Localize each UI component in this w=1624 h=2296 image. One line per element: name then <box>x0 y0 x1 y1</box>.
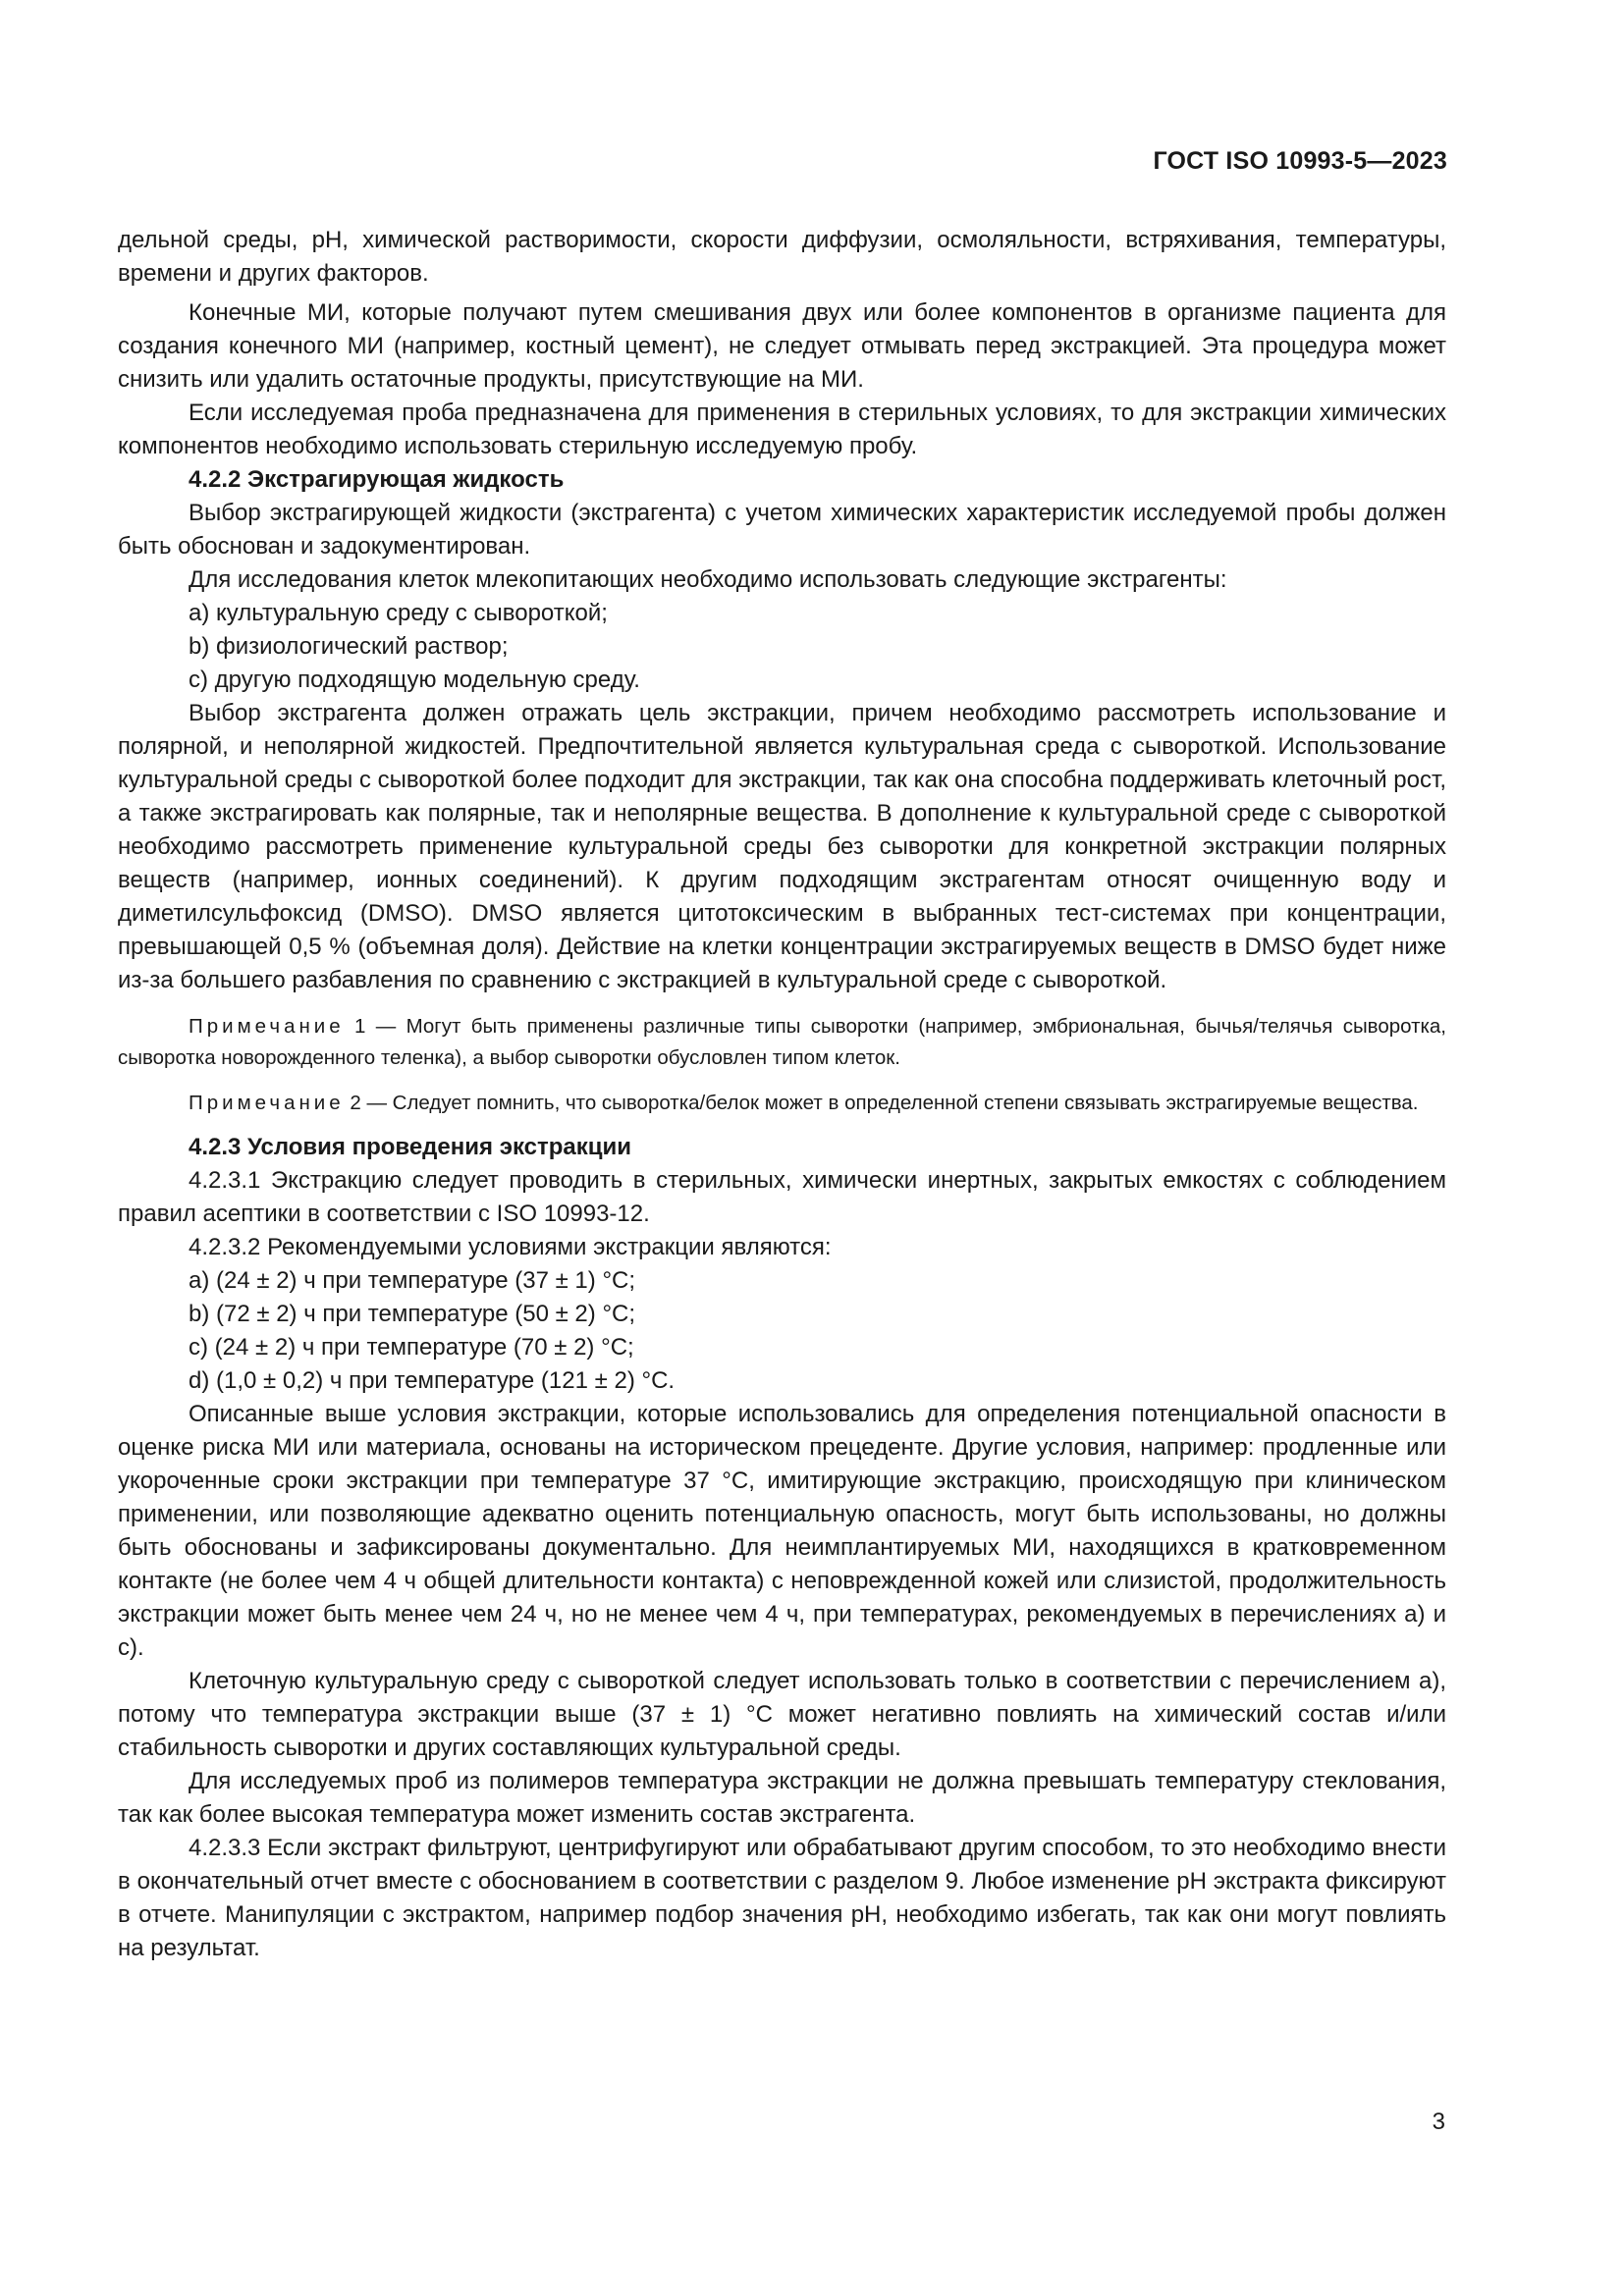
paragraph: 4.2.3.3 Если экстракт фильтруют, центрифугируют или обрабатывают другим способом, то это необходимо внести в окончательный отчет вместе с обоснованием в соответствии с разделом 9. Любое изменение pH экстракта фиксируют в отчете. Манипуляции с экстрактом, например подбор значения pH, необходимо избегать, так как они могут повлиять на результат. <box>118 1835 1447 1961</box>
note-label: Примечание <box>189 1015 345 1038</box>
paragraph: Если исследуемая проба предназначена для применения в стерильных условиях, то для экстракции химических компонентов необходимо использовать стерильную исследуемую пробу. <box>118 400 1446 459</box>
paragraph: Описанные выше условия экстракции, которые использовались для определения потенциальной опасности в оценке риска МИ или материала, основаны на историческом прецеденте. Другие условия, например: продленные или укороченные сроки экстракции при температуре 37 °C, имитирующие экстракцию, происходящую при клиническом применении, или позволяющие адекватно оценить потенциальную опасность, могут быть использованы, но должны быть обоснованы и зафиксированы документально. Для неимплантируемых МИ, находящихся в кратковременном контакте (не более чем 4 ч общей длительности контакта) с неповрежденной кожей или слизистой, продолжительность экстракции может быть менее чем 24 ч, но не менее чем 4 ч, при температурах, рекомендуемых в перечислениях а) и с). <box>118 1401 1446 1661</box>
paragraph-continuation: дельной среды, pH, химической растворимости, скорости диффузии, осмоляльности, встряхивания, температуры, времени и других факторов. <box>118 227 1446 287</box>
note-label: Примечание <box>189 1092 345 1114</box>
note-2 <box>118 1088 1446 1119</box>
paragraph: Для исследуемых проб из полимеров температура экстракции не должна превышать температуру стеклования, так как более высокая температура может изменить состав экстрагента. <box>118 1768 1446 1828</box>
paragraph: 4.2.3.2 Рекомендуемыми условиями экстракции являются: <box>189 1234 832 1260</box>
section-heading-4-2-2: 4.2.2 Экстрагирующая жидкость <box>189 466 565 493</box>
list-item: a) (24 ± 2) ч при температуре (37 ± 1) °C; <box>189 1267 636 1294</box>
list-item: c) другую подходящую модельную среду. <box>189 667 640 693</box>
page-number: 3 <box>1432 2109 1445 2135</box>
document-header-id: ГОСТ ISO 10993-5—2023 <box>1153 147 1447 175</box>
note-1 <box>118 1011 1446 1074</box>
list-item: a) культуральную среду с сывороткой; <box>189 600 608 626</box>
note-text: 1 — Могут быть применены различные типы сыворотки (например, эмбриональная, бычья/телячья сыворотка, сыворотка новорожденного теленка), а выбор сыворотки обусловлен типом клеток. <box>118 1015 1446 1069</box>
paragraph: 4.2.3.1 Экстракцию следует проводить в стерильных, химически инертных, закрытых емкостях с соблюдением правил асептики в соответствии с ISO 10993-12. <box>118 1167 1446 1227</box>
list-item: c) (24 ± 2) ч при температуре (70 ± 2) °C; <box>189 1334 634 1361</box>
list-item: b) (72 ± 2) ч при температуре (50 ± 2) °C; <box>189 1301 636 1327</box>
list-item: b) физиологический раствор; <box>189 633 509 660</box>
note-text: 2 — Следует помнить, что сыворотка/белок может в определенной степени связывать экстрагируемые вещества. <box>344 1092 1419 1114</box>
section-heading-4-2-3: 4.2.3 Условия проведения экстракции <box>189 1134 632 1160</box>
paragraph: Выбор экстрагирующей жидкости (экстрагента) с учетом химических характеристик исследуемой пробы должен быть обоснован и задокументирован. <box>118 500 1446 560</box>
paragraph: Выбор экстрагента должен отражать цель экстракции, причем необходимо рассмотреть использование и полярной, и неполярной жидкостей. Предпочтительной является культуральная среда с сывороткой. Использование культуральной среды с сывороткой более подходит для экстракции, так как она способна поддерживать клеточный рост, а также экстрагировать как полярные, так и неполярные вещества. В дополнение к культуральной среде с сывороткой необходимо рассмотреть применение культуральной среды без сыворотки для конкретной экстракции полярных веществ (например, ионных соединений). К другим подходящим экстрагентам относят очищенную воду и диметилсульфоксид (DMSO). DMSO является цитотоксическим в выбранных тест-системах при концентрации, превышающей 0,5 % (объемная доля). Действие на клетки концентрации экстрагируемых веществ в DMSO будет ниже из-за большего разбавления по сравнению с экстракцией в культуральной среде с сывороткой. <box>118 700 1446 993</box>
paragraph: Для исследования клеток млекопитающих необходимо использовать следующие экстрагенты: <box>189 566 1227 593</box>
paragraph: Клеточную культуральную среду с сывороткой следует использовать только в соответствии с перечислением а), потому что температура экстракции выше (37 ± 1) °C может негативно повлиять на химический состав и/или стабильность сыворотки и других составляющих культуральной среды. <box>118 1668 1446 1761</box>
list-item: d) (1,0 ± 0,2) ч при температуре (121 ± 2) °C. <box>189 1367 676 1394</box>
paragraph: Конечные МИ, которые получают путем смешивания двух или более компонентов в организме пациента для создания конечного МИ (например, костный цемент), не следует отмывать перед экстракцией. Эта процедура может снизить или удалить остаточные продукты, присутствующие на МИ. <box>118 299 1446 393</box>
document-body <box>118 224 1446 1965</box>
